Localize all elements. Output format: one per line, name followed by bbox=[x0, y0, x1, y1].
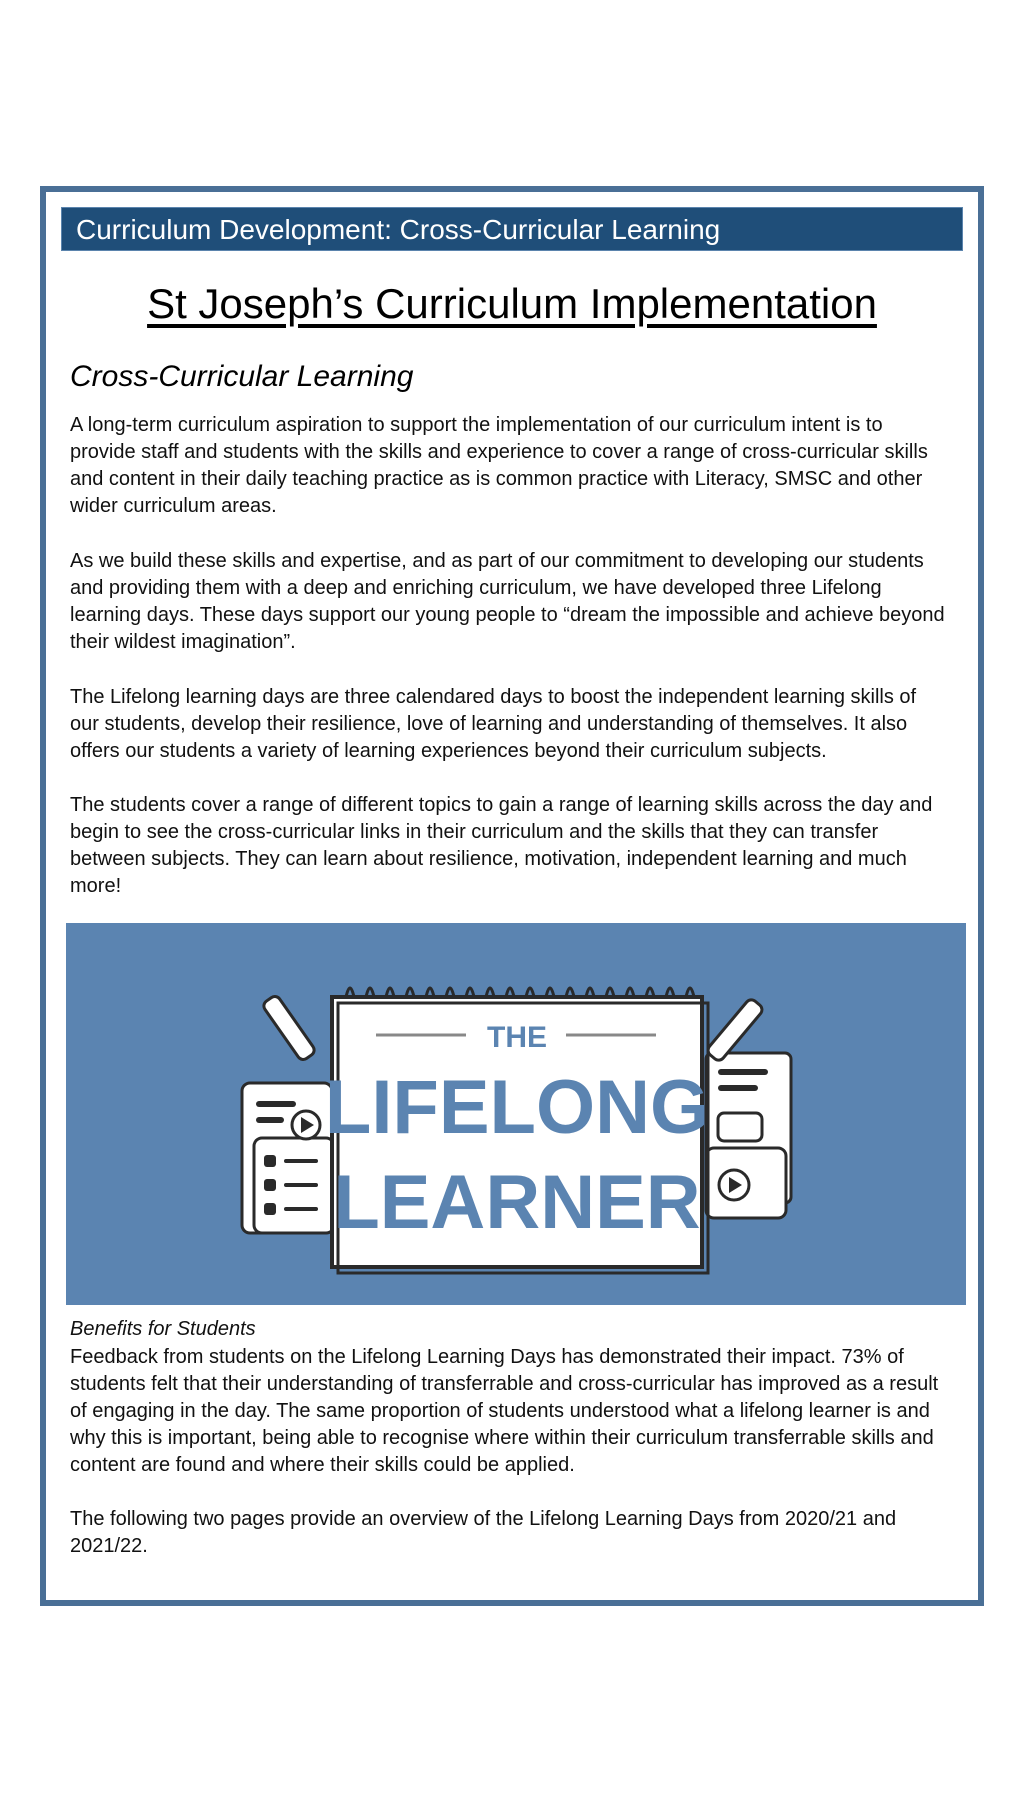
lifelong-days-paragraph: The Lifelong learning days are three calendared days to boost the independent learning skills of our students, develop their resilience, love of learning and understanding of themselves. It also offers our students a variety of learning experiences beyond their curriculum subjects. bbox=[70, 686, 917, 762]
header-banner: Curriculum Development: Cross-Curricular Learning bbox=[61, 207, 963, 251]
lifelong-learner-illustration bbox=[66, 923, 966, 1305]
checklist-icon bbox=[242, 1083, 334, 1233]
notepad bbox=[325, 988, 709, 1273]
commitment-paragraph: As we build these skills and expertise, and as part of our commitment to developing our students and providing them with a deep and enriching curriculum, we have developed three Lifelong learning days. These days support our young people to “dream the impossible and achieve beyond their wildest imagination”. bbox=[70, 550, 945, 653]
illustration-line1: THE bbox=[487, 1021, 547, 1054]
lifelong-learner-image bbox=[66, 923, 966, 1305]
notebook-icon bbox=[706, 1053, 791, 1218]
benefits-title: Benefits for Students bbox=[70, 1318, 256, 1340]
footer-note: The following two pages provide an overview of the Lifelong Learning Days from 2020/21 and 2021/22. bbox=[70, 1508, 897, 1557]
benefits-paragraph: Feedback from students on the Lifelong Learning Days has demonstrated their impact. 73% of students felt that their understanding of transferrable and cross-curricular has improved as a result of engaging in the day. The same proportion of students understood what a lifelong learner is and why this is important, being able to recognise where within their curriculum transferrable skills and content are found and where their skills could be applied. bbox=[70, 1346, 939, 1476]
illustration-line3: LEARNER bbox=[333, 1160, 701, 1245]
section-title: Cross-Curricular Learning bbox=[70, 360, 414, 393]
page-frame bbox=[40, 186, 984, 1606]
video-play-icon bbox=[292, 1111, 320, 1139]
intro-paragraph: A long-term curriculum aspiration to support the implementation of our curriculum intent is to provide staff and students with the skills and experience to cover a range of cross-curricular skills and content in their daily teaching practice as is common practice with Literacy, SMSC and other wider curriculum areas. bbox=[70, 414, 928, 517]
topics-paragraph: The students cover a range of different topics to gain a range of learning skills across the day and begin to see the cross-curricular links in their curriculum and the skills that they can transfer between subjects. They can learn about resilience, motivation, independent learning and much more! bbox=[70, 794, 933, 897]
page-title: St Joseph’s Curriculum Implementation bbox=[147, 280, 877, 327]
illustration-line2: LIFELONG bbox=[324, 1065, 710, 1150]
